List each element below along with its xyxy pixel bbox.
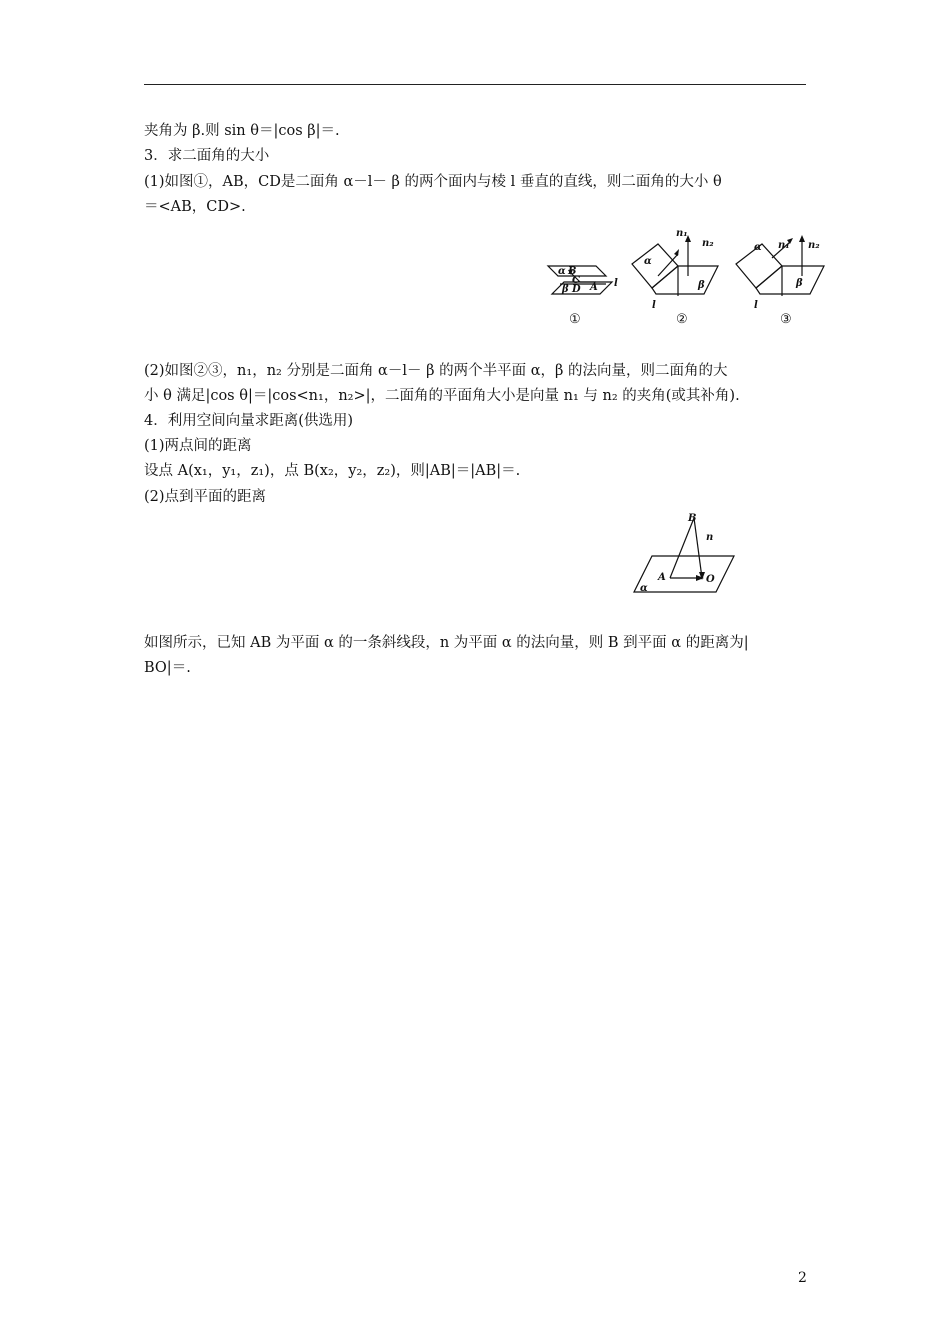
- fig3-caption: ③: [780, 312, 792, 327]
- point-plane-distance-figure: [630, 508, 740, 598]
- fig2-label-beta: β: [698, 280, 705, 291]
- text-line-4: ＝<AB，CD>.: [144, 199, 246, 215]
- section-heading-4: 4．利用空间向量求距离(供选用): [144, 413, 354, 429]
- fig3-label-n1: n₁: [778, 240, 790, 251]
- fig2-label-n2: n₂: [702, 238, 714, 249]
- fig4-label-B: B: [688, 513, 697, 524]
- fig1-label-A: A: [590, 282, 598, 293]
- fig1-label-B: B: [568, 266, 577, 277]
- fig1-label-alpha: α: [558, 266, 566, 277]
- text-line-3: (1)如图①，AB，CD是二面角 α－l－ β 的两个面内与棱 l 垂直的直线，则二面角的大小 θ: [144, 174, 722, 190]
- section-heading-3: 3．求二面角的大小: [144, 148, 270, 164]
- text-line-8: (1)两点间的距离: [144, 438, 252, 454]
- text-line-11: 如图所示，已知 AB 为平面 α 的一条斜线段，n 为平面 α 的法向量，则 B 到平面 α 的距离为|: [144, 635, 749, 651]
- fig4-label-O: O: [706, 574, 715, 585]
- page-number: 2: [798, 1270, 807, 1286]
- fig3-label-n2: n₂: [808, 240, 820, 251]
- text-line-6: 小 θ 满足|cos θ|＝|cos<n₁，n₂>|，二面角的平面角大小是向量 n₁ 与 n₂ 的夹角(或其补角).: [144, 388, 740, 404]
- text-line-1: 夹角为 β.则 sin θ＝|cos β|＝.: [144, 123, 340, 139]
- header-rule: [144, 84, 806, 85]
- fig2-label-alpha: α: [644, 256, 652, 267]
- text-line-9: 设点 A(x₁，y₁，z₁)，点 B(x₂，y₂，z₂)，则|AB|＝|AB|＝.: [144, 463, 521, 479]
- fig1-label-beta: β: [562, 284, 569, 295]
- fig2-caption: ②: [676, 312, 688, 327]
- fig1-label-C: C: [572, 275, 580, 286]
- fig1-caption: ①: [569, 312, 581, 327]
- text-line-10: (2)点到平面的距离: [144, 489, 267, 505]
- fig4-label-A: A: [658, 572, 666, 583]
- fig4-label-n: n: [706, 532, 714, 543]
- dihedral-angle-figures: [540, 224, 830, 330]
- fig2-label-n1: n₁: [676, 228, 688, 239]
- fig1-label-D: D: [572, 284, 581, 295]
- fig2-label-l: l: [652, 300, 656, 311]
- text-line-12: BO|＝.: [144, 660, 191, 676]
- fig4-label-alpha: α: [640, 583, 648, 594]
- fig3-label-alpha: α: [754, 242, 762, 253]
- fig1-label-l: l: [614, 278, 618, 289]
- fig3-label-beta: β: [796, 278, 803, 289]
- fig3-label-l: l: [754, 300, 758, 311]
- text-line-5: (2)如图②③，n₁，n₂ 分别是二面角 α－l－ β 的两个半平面 α，β 的法向量，则二面角的大: [144, 363, 728, 379]
